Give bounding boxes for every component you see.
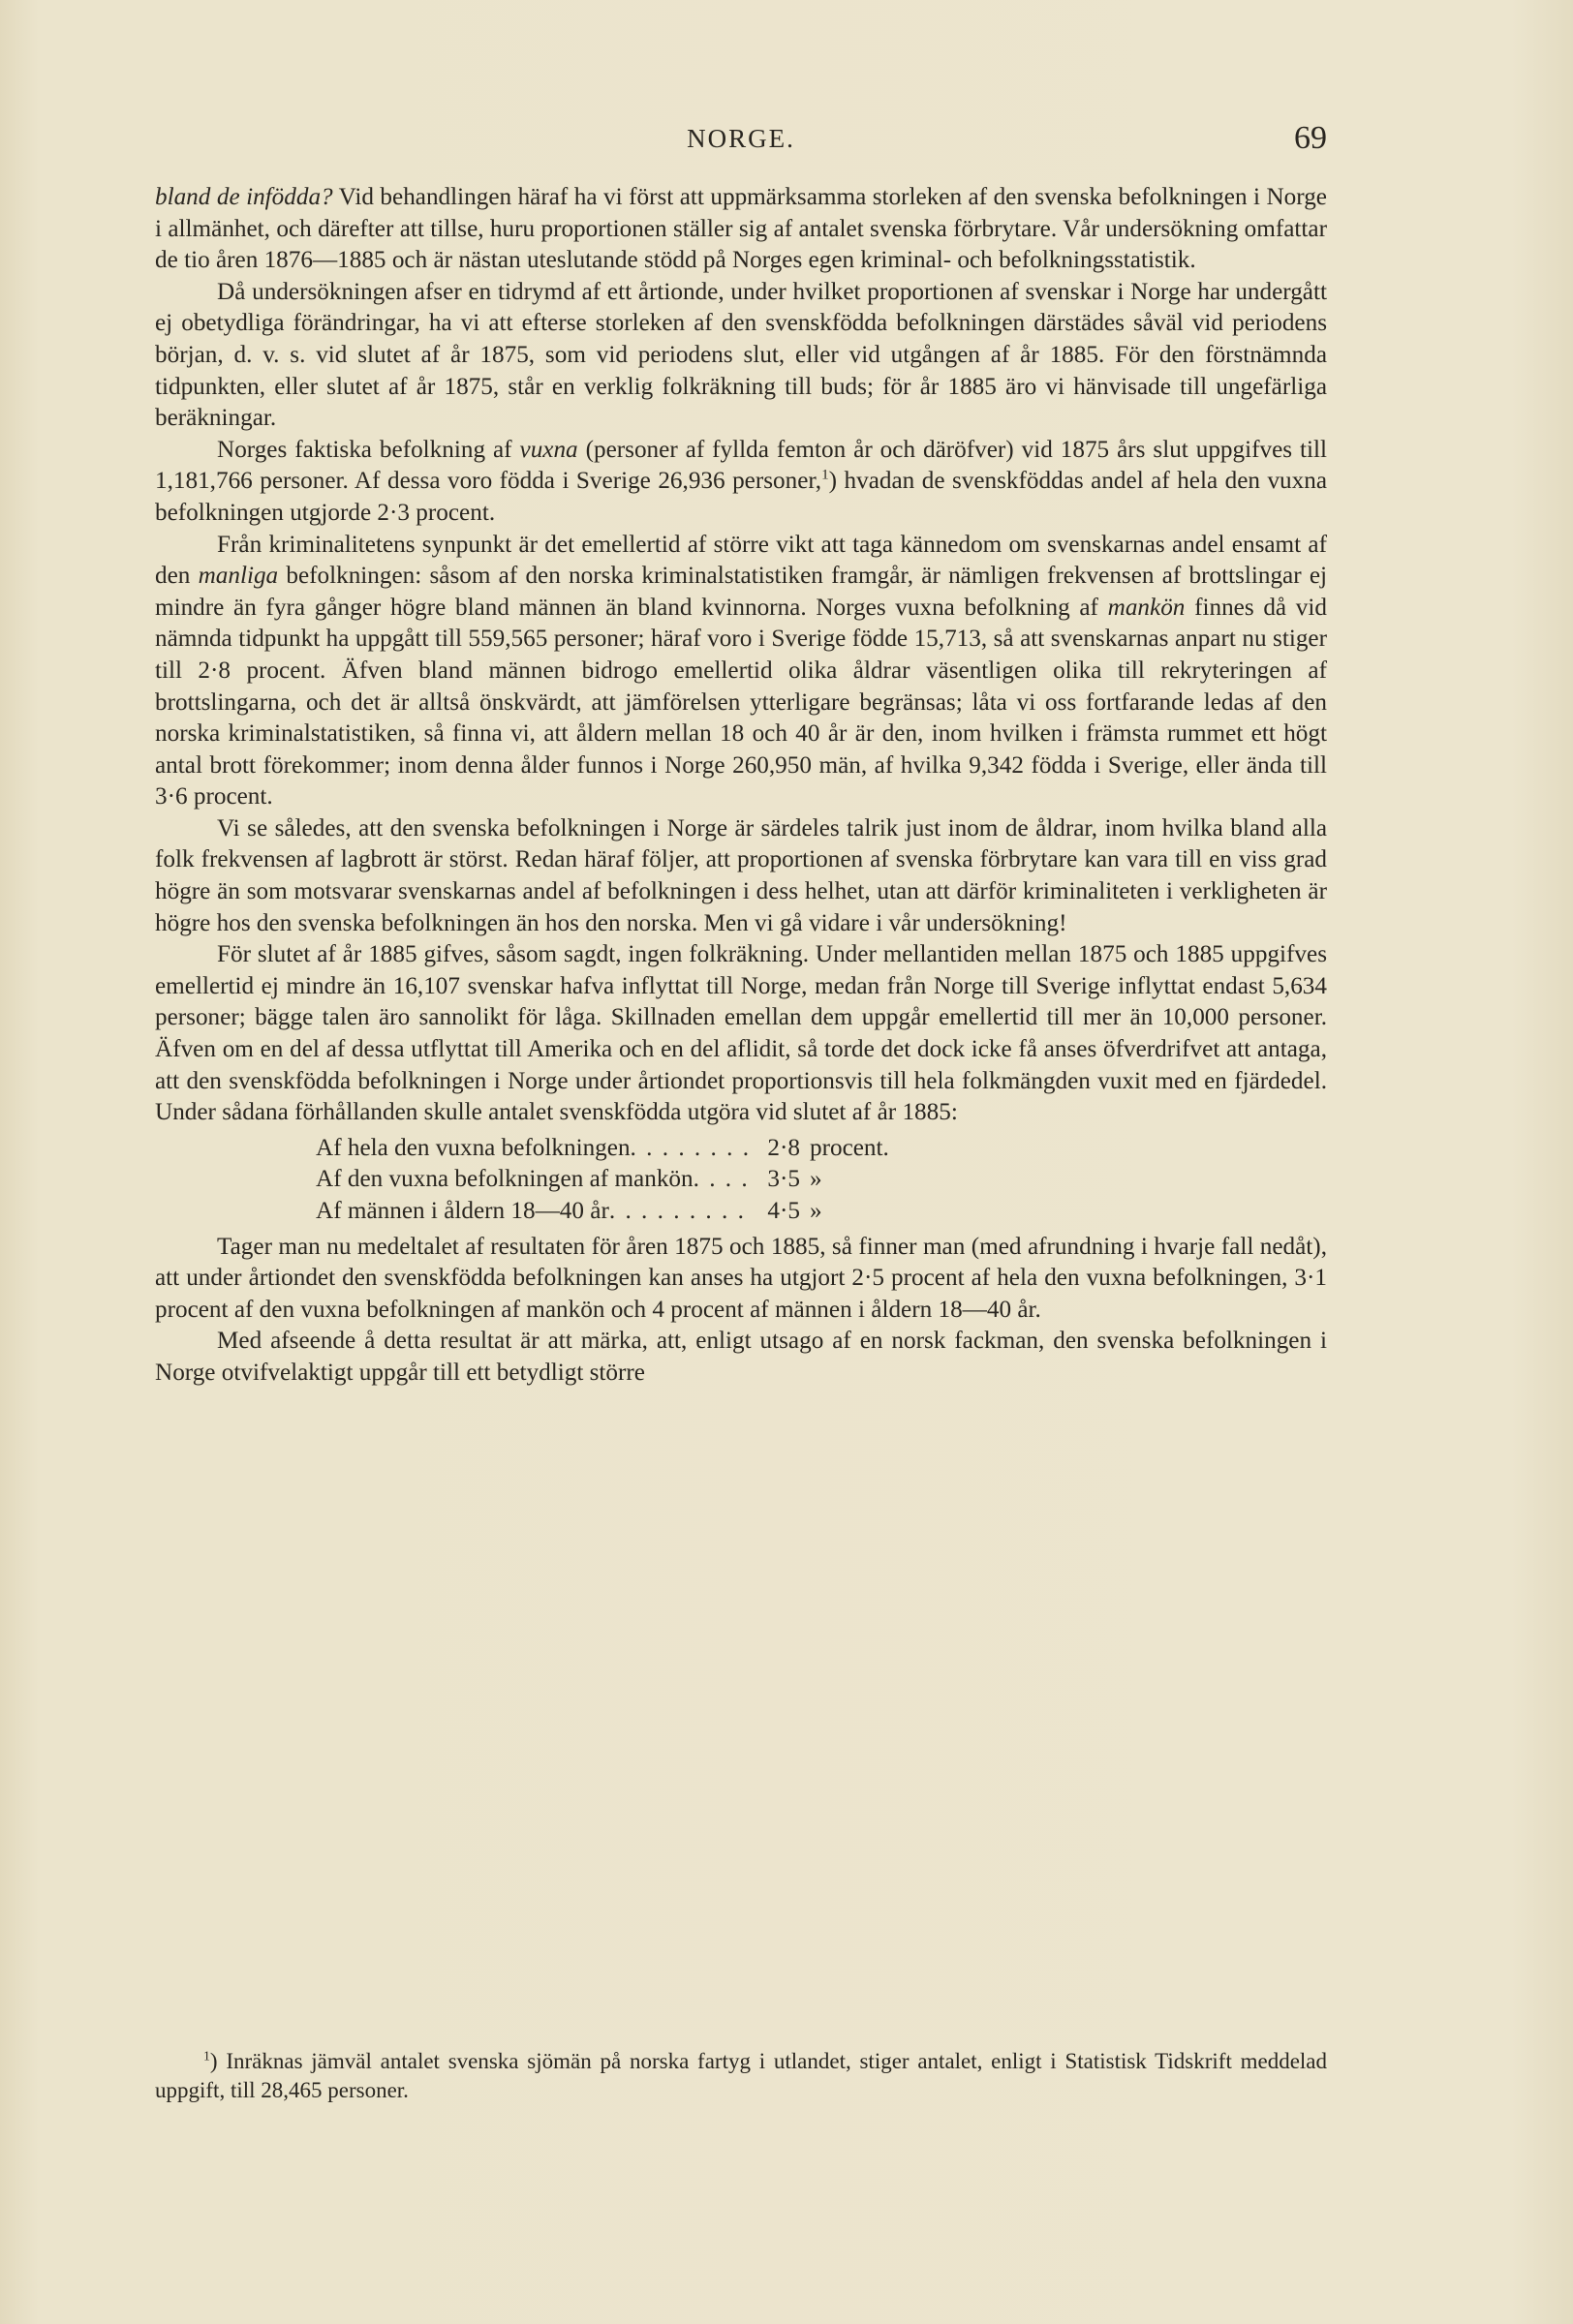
list-item (316, 1196, 916, 1228)
page-header (155, 120, 1327, 163)
paragraph-2: Då undersökningen afser en tidrymd af ett årtionde, under hvilket proportionen af svenskar i Norge har undergått ej obetydliga förändringar, ha vi att efterse storleken af den svenskfödda befolkningen därstädes såväl vid periodens början, d. v. s. vid slutet af år 1875, som vid periodens slut, eller vid utgången af år 1885. För den förstnämnda tidpunkten, eller slutet af år 1875, står en verklig folkräkning till buds; för år 1885 äro vi hänvisade till ungefärliga beräkningar. (155, 278, 1327, 432)
italic-word: manliga (198, 563, 279, 590)
running-title: NORGE. (687, 124, 795, 153)
estimate-label: Af hela den vuxna befolkningen (316, 1134, 631, 1161)
italic-word: vuxna (519, 436, 578, 463)
page-number: 69 (1294, 120, 1327, 156)
italic-word: mankön (1107, 594, 1186, 621)
estimate-list (316, 1133, 1327, 1228)
paragraph-text: (personer af fyllda femton år och däröfver) vid 1875 års slut uppgifves till 1,181,766 personer. Af dessa voro födda i Sverige 26,936 personer, (155, 436, 1328, 495)
footnote-reference: 1 (821, 467, 829, 483)
estimate-label: Af männen i åldern 18—40 år (316, 1198, 609, 1224)
estimate-value: 3·5 (767, 1166, 800, 1193)
paragraph-3 (155, 435, 1327, 530)
paragraph-text: ) hvadan de svenskföddas andel af hela den vuxna befolkningen utgjorde 2·3 procent. (155, 468, 1328, 526)
paragraph-text: Från kriminalitetens synpunkt är det emellertid af större vikt att taga kännedom om svenskarnas andel ensamt af den (155, 531, 1327, 590)
list-item (316, 1133, 916, 1165)
estimate-unit: procent. (810, 1134, 889, 1161)
leader-dots (631, 1133, 748, 1165)
list-item (316, 1164, 916, 1196)
paragraph-5: Vi se således, att den svenska befolkningen i Norge är särdeles talrik just inom de åldrar, inom hvilka bland alla folk frekvensen af lagbrott är störst. Redan häraf följer, att proportionen af svenska förbrytare kan vara till en viss grad högre än som motsvarar svenskarnas andel af befolkningen i dess helhet, utan att därför kriminaliteten i verkligheten är högre hos den svenska befolkningen än hos den norska. Men vi gå vidare i vår undersökning! (155, 814, 1327, 936)
estimate-value: 4·5 (767, 1198, 800, 1224)
paragraph-7: Tager man nu medeltalet af resultaten för åren 1875 och 1885, så finner man (med afrundning i hvarje fall nedåt), att under årtiondet den svenskfödda befolkningen kan anses ha utgjort 2·5 procent af hela den vuxna befolkningen, 3·1 procent af den vuxna befolkningen af mankön och 4 procent af männen i åldern 18—40 år. (155, 1233, 1327, 1323)
estimate-value: 2·8 (767, 1134, 800, 1161)
estimate-unit: » (810, 1166, 822, 1193)
paragraph-1 (155, 182, 1327, 277)
body-text (155, 182, 1327, 1390)
leader-dots (694, 1164, 748, 1196)
italic-phrase: bland de infödda? (155, 184, 333, 210)
leader-dots (609, 1196, 748, 1228)
paragraph-6: För slutet af år 1885 gifves, såsom sagdt, ingen folkräkning. Under mellantiden mellan 1875 och 1885 uppgifves emellertid ej mindre än 16,107 svenskar hafva inflyttat till Norge, medan från Norge till Sverige inflyttat endast 5,634 personer; bägge talen äro sannolikt för låga. Skillnaden emellan dem uppgår emellertid till mer än 10,000 personer. Äfven om en del af dessa utflyttat till Amerika och en del aflidit, så torde det dock icke få anses öfverdrifvet att antaga, att den svenskfödda befolkningen i Norge under årtiondet proportionsvis till hela folkmängden vuxit med en fjärdedel. Under sådana förhållanden skulle antalet svenskfödda utgöra vid slutet af år 1885: (155, 941, 1327, 1126)
estimate-unit: » (810, 1198, 822, 1224)
paragraph-text: finnes då vid nämnda tidpunkt ha uppgått till 559,565 personer; häraf voro i Sverige födde 15,713, så att svenskarnas anpart nu stiger till 2·8 procent. Äfven bland männen bidrogo emellertid olika åldrar väsentligen olika till rekryteringen af brottslingarna, och det är alltså önskvärdt, att jämförelsen ytterligare begränsas; låta vi oss fortfarande ledas af den norska kriminalstatistiken, så finna vi, att åldern mellan 18 och 40 år är den, inom hvilken i främsta rummet ett högt antal brott förekommer; inom denna ålder funnos i Norge 260,950 män, af hvilka 9,342 födda i Sverige, eller ända till 3·6 procent. (155, 594, 1327, 810)
footnote-text (155, 2047, 1327, 2105)
footnote-mark: 1 (203, 2048, 210, 2064)
paragraph-text: Vid behandlingen häraf ha vi först att uppmärksamma storleken af den svenska befolkningen i Norge i allmänhet, och därefter att tillse, huru proportionen ställer sig af antalet svenska förbrytare. Vår undersökning omfattar de tio åren 1876—1885 och är nästan uteslutande stödd på Norges egen kriminal- och befolkningsstatistik. (155, 184, 1327, 274)
paragraph-4 (155, 530, 1327, 813)
paragraph-text: befolkningen: såsom af den norska kriminalstatistiken framgår, är nämligen frekvensen af brottslingar ej mindre än fyra gånger högre bland männen än bland kvinnorna. Norges vuxna befolkning af (155, 563, 1328, 621)
paragraph-text: Norges faktiska befolkning af (217, 436, 520, 463)
estimate-label: Af den vuxna befolkningen af mankön (316, 1166, 694, 1193)
paragraph-8: Med afseende å detta resultat är att märka, att, enligt utsago af en norsk fackman, den svenska befolkningen i Norge otvifvelaktigt uppgår till ett betydligt större (155, 1328, 1327, 1386)
footnote-body: ) Inräknas jämväl antalet svenska sjömän på norska fartyg i utlandet, stiger antalet, enligt i Statistisk Tidskrift meddelad uppgift, till 28,465 personer. (155, 2049, 1327, 2102)
footnote (155, 2047, 1327, 2105)
